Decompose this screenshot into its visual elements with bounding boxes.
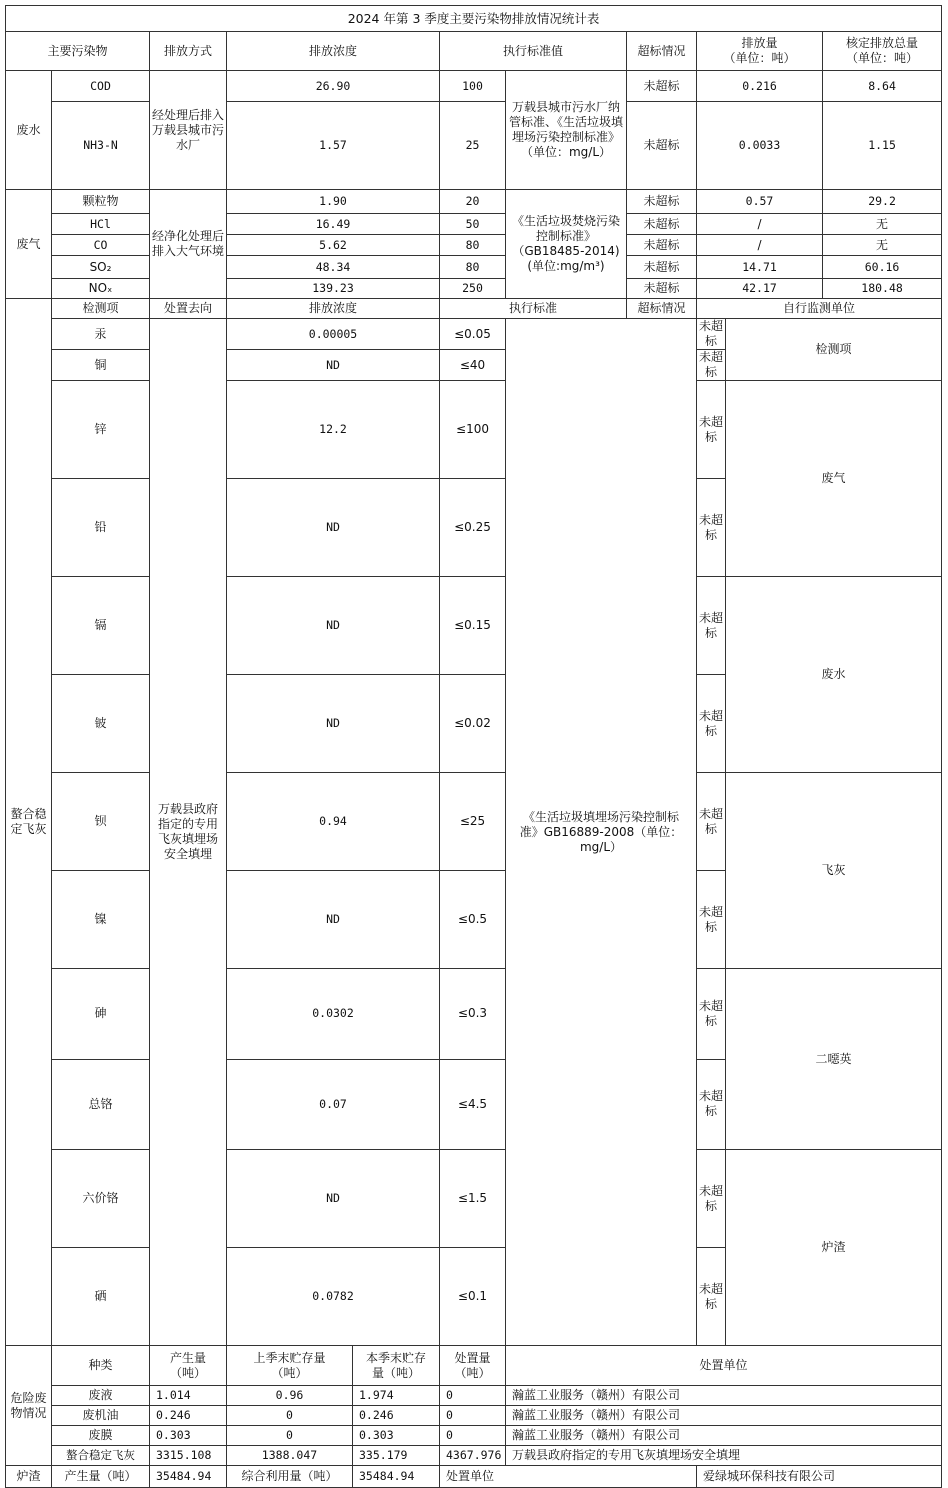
exceed-status: 未超标 <box>697 773 726 871</box>
slag-category: 炉渣 <box>6 1466 52 1488</box>
table-row <box>6 71 942 102</box>
exceed-status: 未超标 <box>627 214 697 235</box>
waste-type: 螯合稳定飞灰 <box>52 1446 150 1466</box>
hazardous-category: 危险废物情况 <box>6 1346 52 1466</box>
concentration-value: 0.0302 <box>227 969 440 1060</box>
limit-value: 100 <box>440 71 506 102</box>
concentration-value: 12.2 <box>227 381 440 479</box>
item-name: 镉 <box>52 577 150 675</box>
concentration-value: 139.23 <box>227 279 440 299</box>
limit-value: ≤25 <box>440 773 506 871</box>
item-name: 硒 <box>52 1248 150 1346</box>
table-row <box>6 1446 942 1466</box>
table-row <box>6 1386 942 1406</box>
limit-value: ≤40 <box>440 350 506 381</box>
approved-value: 1.15 <box>823 102 942 190</box>
slag-produced-label: 产生量（吨） <box>52 1466 150 1488</box>
approved-value: 无 <box>823 235 942 256</box>
monitor-item: 废气 <box>726 381 942 577</box>
concentration-value: 0.0782 <box>227 1248 440 1346</box>
pollutant-name: SO₂ <box>52 256 150 279</box>
curr-storage-value: 1.974 <box>353 1386 440 1406</box>
header-approved: 核定排放总量 （单位：吨） <box>823 32 942 71</box>
curr-storage-value: 0.246 <box>353 1406 440 1426</box>
prev-storage-value: 0.96 <box>227 1386 353 1406</box>
concentration-value: 5.62 <box>227 235 440 256</box>
limit-value: 25 <box>440 102 506 190</box>
concentration-value: ND <box>227 350 440 381</box>
table-row <box>6 1406 942 1426</box>
disposal-unit: 瀚蓝工业服务（赣州）有限公司 <box>506 1386 942 1406</box>
slag-produced-value: 35484.94 <box>150 1466 227 1488</box>
emission-value: 14.71 <box>697 256 823 279</box>
flyash-header-item: 检测项 <box>52 299 150 319</box>
concentration-value: 48.34 <box>227 256 440 279</box>
emission-value: 0.0033 <box>697 102 823 190</box>
curr-storage-value: 0.303 <box>353 1426 440 1446</box>
exceed-status: 未超标 <box>697 381 726 479</box>
table-row <box>6 102 942 190</box>
limit-value: ≤0.15 <box>440 577 506 675</box>
table-row <box>6 1466 942 1488</box>
flyash-header-exceed: 超标情况 <box>627 299 697 319</box>
flyash-header-standard: 执行标准 <box>440 299 627 319</box>
header-emission: 排放量 （单位：吨） <box>697 32 823 71</box>
disposed-value: 0 <box>440 1386 506 1406</box>
item-name: 钡 <box>52 773 150 871</box>
monitor-item: 炉渣 <box>726 1150 942 1346</box>
limit-value: 80 <box>440 235 506 256</box>
waste-type: 废机油 <box>52 1406 150 1426</box>
monitor-item: 二噁英 <box>726 969 942 1150</box>
wastewater-standard: 万载县城市污水厂纳管标准、《生活垃圾填埋场污染控制标准》（单位：mg/L） <box>506 71 627 190</box>
limit-value: 20 <box>440 190 506 214</box>
item-name: 总铬 <box>52 1059 150 1150</box>
exceed-status: 未超标 <box>697 675 726 773</box>
limit-value: ≤0.05 <box>440 319 506 350</box>
exceed-status: 未超标 <box>627 256 697 279</box>
hazardous-header-produced: 产生量 （吨） <box>150 1346 227 1386</box>
wastegas-standard: 《生活垃圾焚烧污染控制标准》（GB18485-2014)(单位:mg/m³) <box>506 190 627 299</box>
limit-value: ≤4.5 <box>440 1059 506 1150</box>
wastewater-category: 废水 <box>6 71 52 190</box>
item-name: 铍 <box>52 675 150 773</box>
flyash-standard: 《生活垃圾填埋场污染控制标准》GB16889-2008（单位：mg/L） <box>506 319 697 1346</box>
item-name: 锌 <box>52 381 150 479</box>
table-row <box>6 256 942 279</box>
header-method: 排放方式 <box>150 32 227 71</box>
concentration-value: ND <box>227 1150 440 1248</box>
item-name: 铜 <box>52 350 150 381</box>
item-name: 镍 <box>52 871 150 969</box>
concentration-value: 26.90 <box>227 71 440 102</box>
concentration-value: ND <box>227 479 440 577</box>
concentration-value: 1.57 <box>227 102 440 190</box>
approved-value: 8.64 <box>823 71 942 102</box>
table-title: 2024 年第 3 季度主要污染物排放情况统计表 <box>6 6 942 32</box>
item-name: 砷 <box>52 969 150 1060</box>
prev-storage-value: 1388.047 <box>227 1446 353 1466</box>
prev-storage-value: 0 <box>227 1426 353 1446</box>
flyash-destination: 万载县政府指定的专用飞灰填埋场安全填埋 <box>150 319 227 1346</box>
emission-value: / <box>697 214 823 235</box>
exceed-status: 未超标 <box>627 71 697 102</box>
table-row <box>6 214 942 235</box>
disposal-unit: 瀚蓝工业服务（赣州）有限公司 <box>506 1426 942 1446</box>
table-row <box>6 279 942 299</box>
emission-value: 0.57 <box>697 190 823 214</box>
exceed-status: 未超标 <box>627 279 697 299</box>
concentration-value: ND <box>227 871 440 969</box>
limit-value: 50 <box>440 214 506 235</box>
monitor-header-item: 检测项 <box>726 319 942 381</box>
limit-value: ≤0.25 <box>440 479 506 577</box>
table-row <box>6 969 942 1060</box>
slag-used-value: 35484.94 <box>353 1466 440 1488</box>
item-name: 汞 <box>52 319 150 350</box>
slag-unit-value: 爱绿城环保科技有限公司 <box>697 1466 942 1488</box>
disposal-unit: 万载县政府指定的专用飞灰填埋场安全填埋 <box>506 1446 942 1466</box>
approved-value: 29.2 <box>823 190 942 214</box>
emission-table <box>5 5 942 1488</box>
pollutant-name: COD <box>52 71 150 102</box>
limit-value: ≤0.1 <box>440 1248 506 1346</box>
limit-value: ≤0.5 <box>440 871 506 969</box>
hazardous-header-unit: 处置单位 <box>506 1346 942 1386</box>
exceed-status: 未超标 <box>697 350 726 381</box>
exceed-status: 未超标 <box>697 969 726 1060</box>
produced-value: 3315.108 <box>150 1446 227 1466</box>
header-standard: 执行标准值 <box>440 32 627 71</box>
exceed-status: 未超标 <box>697 1059 726 1150</box>
slag-used-label: 综合利用量（吨） <box>227 1466 353 1488</box>
hazardous-header-disposed: 处置量 （吨） <box>440 1346 506 1386</box>
concentration-value: 0.00005 <box>227 319 440 350</box>
hazardous-header-type: 种类 <box>52 1346 150 1386</box>
produced-value: 0.246 <box>150 1406 227 1426</box>
concentration-value: ND <box>227 577 440 675</box>
item-name: 铅 <box>52 479 150 577</box>
monitor-item: 飞灰 <box>726 773 942 969</box>
disposed-value: 0 <box>440 1406 506 1426</box>
table-row <box>6 235 942 256</box>
approved-value: 无 <box>823 214 942 235</box>
exceed-status: 未超标 <box>697 1248 726 1346</box>
exceed-status: 未超标 <box>697 1150 726 1248</box>
hazardous-header-prev: 上季末贮存量 （吨） <box>227 1346 353 1386</box>
waste-type: 废液 <box>52 1386 150 1406</box>
concentration-value: ND <box>227 675 440 773</box>
pollutant-name: NOₓ <box>52 279 150 299</box>
table-row <box>6 319 942 350</box>
header-exceed: 超标情况 <box>627 32 697 71</box>
emission-value: 42.17 <box>697 279 823 299</box>
table-row <box>6 1150 942 1248</box>
header-pollutant: 主要污染物 <box>6 32 150 71</box>
table-row <box>6 381 942 479</box>
monitor-item: 废水 <box>726 577 942 773</box>
emission-value: 0.216 <box>697 71 823 102</box>
limit-value: ≤0.3 <box>440 969 506 1060</box>
limit-value: ≤100 <box>440 381 506 479</box>
limit-value: 80 <box>440 256 506 279</box>
concentration-value: 16.49 <box>227 214 440 235</box>
limit-value: ≤1.5 <box>440 1150 506 1248</box>
wastegas-category: 废气 <box>6 190 52 299</box>
flyash-header-destination: 处置去向 <box>150 299 227 319</box>
limit-value: ≤0.02 <box>440 675 506 773</box>
exceed-status: 未超标 <box>627 190 697 214</box>
pollutant-name: NH3-N <box>52 102 150 190</box>
exceed-status: 未超标 <box>697 319 726 350</box>
exceed-status: 未超标 <box>627 235 697 256</box>
concentration-value: 1.90 <box>227 190 440 214</box>
approved-value: 180.48 <box>823 279 942 299</box>
disposal-unit: 瀚蓝工业服务（赣州）有限公司 <box>506 1406 942 1426</box>
flyash-header-conc: 排放浓度 <box>227 299 440 319</box>
concentration-value: 0.07 <box>227 1059 440 1150</box>
exceed-status: 未超标 <box>697 577 726 675</box>
slag-unit-label: 处置单位 <box>440 1466 697 1488</box>
pollutant-name: CO <box>52 235 150 256</box>
pollutant-name: HCl <box>52 214 150 235</box>
table-row <box>6 577 942 675</box>
approved-value: 60.16 <box>823 256 942 279</box>
pollutant-name: 颗粒物 <box>52 190 150 214</box>
flyash-category: 螯合稳定飞灰 <box>6 299 52 1346</box>
table-row <box>6 1426 942 1446</box>
disposed-value: 0 <box>440 1426 506 1446</box>
exceed-status: 未超标 <box>627 102 697 190</box>
produced-value: 1.014 <box>150 1386 227 1406</box>
table-row <box>6 190 942 214</box>
concentration-value: 0.94 <box>227 773 440 871</box>
exceed-status: 未超标 <box>697 871 726 969</box>
exceed-status: 未超标 <box>697 479 726 577</box>
header-concentration: 排放浓度 <box>227 32 440 71</box>
wastewater-method: 经处理后排入万载县城市污水厂 <box>150 71 227 190</box>
disposed-value: 4367.976 <box>440 1446 506 1466</box>
hazardous-header-curr: 本季末贮存 量（吨） <box>353 1346 440 1386</box>
waste-type: 废膜 <box>52 1426 150 1446</box>
prev-storage-value: 0 <box>227 1406 353 1426</box>
flyash-header-monitor: 自行监测单位 <box>697 299 942 319</box>
wastegas-method: 经净化处理后排入大气环境 <box>150 190 227 299</box>
limit-value: 250 <box>440 279 506 299</box>
item-name: 六价铬 <box>52 1150 150 1248</box>
produced-value: 0.303 <box>150 1426 227 1446</box>
emission-value: / <box>697 235 823 256</box>
table-row <box>6 773 942 871</box>
curr-storage-value: 335.179 <box>353 1446 440 1466</box>
